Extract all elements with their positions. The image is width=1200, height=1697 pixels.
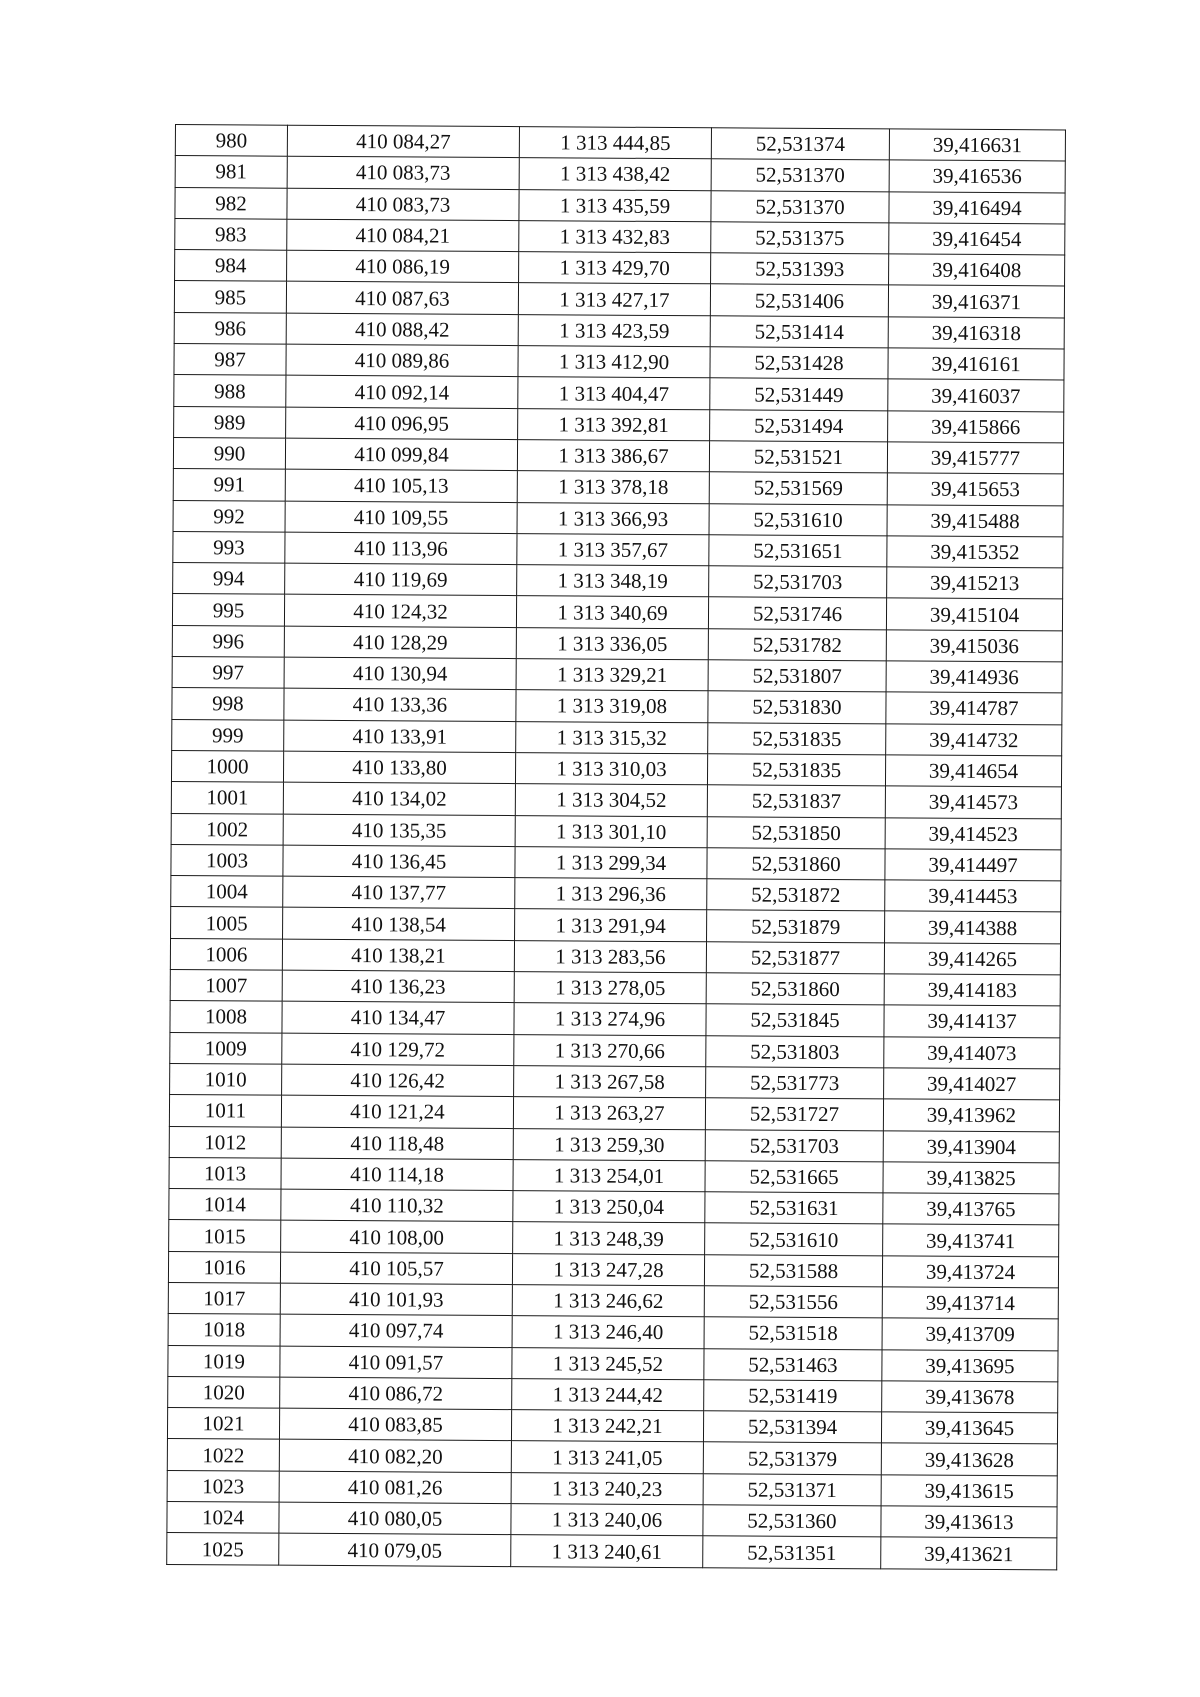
- y-coordinate-cell: 1 313 438,42: [519, 158, 711, 190]
- y-coordinate-cell: 1 313 386,67: [517, 440, 709, 472]
- latitude-cell: 52,531610: [709, 503, 887, 535]
- latitude-cell: 52,531835: [708, 722, 886, 754]
- longitude-cell: 39,416631: [889, 129, 1065, 161]
- longitude-cell: 39,413678: [882, 1381, 1058, 1413]
- point-number-cell: 989: [174, 406, 286, 438]
- latitude-cell: 52,531371: [703, 1474, 881, 1506]
- y-coordinate-cell: 1 313 247,28: [512, 1253, 704, 1285]
- x-coordinate-cell: 410 083,73: [287, 156, 519, 189]
- longitude-cell: 39,416494: [889, 191, 1065, 223]
- point-number-cell: 1001: [171, 782, 283, 814]
- latitude-cell: 52,531360: [703, 1505, 881, 1537]
- x-coordinate-cell: 410 108,00: [281, 1221, 513, 1254]
- latitude-cell: 52,531807: [708, 660, 886, 692]
- x-coordinate-cell: 410 109,55: [285, 501, 517, 534]
- x-coordinate-cell: 410 096,95: [286, 407, 518, 440]
- latitude-cell: 52,531727: [705, 1098, 883, 1130]
- point-number-cell: 1025: [167, 1533, 279, 1565]
- longitude-cell: 39,413695: [882, 1349, 1058, 1381]
- longitude-cell: 39,414573: [885, 786, 1061, 818]
- x-coordinate-cell: 410 137,77: [283, 876, 515, 909]
- y-coordinate-cell: 1 313 267,58: [514, 1065, 706, 1097]
- y-coordinate-cell: 1 313 336,05: [516, 627, 708, 659]
- y-coordinate-cell: 1 313 259,30: [513, 1128, 705, 1160]
- point-number-cell: 994: [173, 563, 285, 595]
- longitude-cell: 39,416408: [889, 254, 1065, 286]
- latitude-cell: 52,531588: [704, 1254, 882, 1286]
- longitude-cell: 39,415653: [887, 473, 1063, 505]
- point-number-cell: 1007: [170, 970, 282, 1002]
- point-number-cell: 1014: [169, 1189, 281, 1221]
- latitude-cell: 52,531845: [706, 1004, 884, 1036]
- longitude-cell: 39,416161: [888, 348, 1064, 380]
- latitude-cell: 52,531879: [707, 910, 885, 942]
- latitude-cell: 52,531610: [705, 1223, 883, 1255]
- longitude-cell: 39,415352: [887, 536, 1063, 568]
- latitude-cell: 52,531518: [704, 1317, 882, 1349]
- longitude-cell: 39,416536: [889, 160, 1065, 192]
- point-number-cell: 1024: [167, 1502, 279, 1534]
- y-coordinate-cell: 1 313 263,27: [513, 1097, 705, 1129]
- latitude-cell: 52,531374: [711, 128, 889, 160]
- longitude-cell: 39,414497: [885, 849, 1061, 881]
- latitude-cell: 52,531494: [710, 409, 888, 441]
- latitude-cell: 52,531877: [706, 941, 884, 973]
- x-coordinate-cell: 410 133,80: [283, 751, 515, 784]
- coordinates-table-body: [167, 125, 1066, 1570]
- longitude-cell: 39,413613: [881, 1506, 1057, 1538]
- latitude-cell: 52,531703: [709, 566, 887, 598]
- point-number-cell: 999: [172, 719, 284, 751]
- latitude-cell: 52,531370: [711, 159, 889, 191]
- y-coordinate-cell: 1 313 392,81: [518, 408, 710, 440]
- point-number-cell: 990: [173, 437, 285, 469]
- y-coordinate-cell: 1 313 340,69: [516, 596, 708, 628]
- y-coordinate-cell: 1 313 366,93: [517, 502, 709, 534]
- y-coordinate-cell: 1 313 246,62: [512, 1285, 704, 1317]
- latitude-cell: 52,531860: [707, 848, 885, 880]
- x-coordinate-cell: 410 121,24: [281, 1095, 513, 1128]
- x-coordinate-cell: 410 091,57: [280, 1346, 512, 1379]
- latitude-cell: 52,531375: [711, 222, 889, 254]
- point-number-cell: 1022: [167, 1439, 279, 1471]
- longitude-cell: 39,416037: [888, 379, 1064, 411]
- point-number-cell: 1002: [171, 813, 283, 845]
- latitude-cell: 52,531850: [707, 816, 885, 848]
- latitude-cell: 52,531665: [705, 1161, 883, 1193]
- y-coordinate-cell: 1 313 283,56: [514, 940, 706, 972]
- longitude-cell: 39,415866: [888, 411, 1064, 443]
- x-coordinate-cell: 410 113,96: [285, 532, 517, 565]
- latitude-cell: 52,531419: [704, 1380, 882, 1412]
- y-coordinate-cell: 1 313 278,05: [514, 972, 706, 1004]
- longitude-cell: 39,414137: [884, 1005, 1060, 1037]
- latitude-cell: 52,531394: [703, 1411, 881, 1443]
- x-coordinate-cell: 410 126,42: [282, 1064, 514, 1097]
- x-coordinate-cell: 410 136,23: [282, 970, 514, 1003]
- latitude-cell: 52,531872: [707, 879, 885, 911]
- point-number-cell: 1013: [169, 1157, 281, 1189]
- longitude-cell: 39,413621: [881, 1537, 1057, 1569]
- point-number-cell: 991: [173, 469, 285, 501]
- longitude-cell: 39,415104: [886, 598, 1062, 630]
- x-coordinate-cell: 410 081,26: [279, 1471, 511, 1504]
- x-coordinate-cell: 410 105,13: [285, 469, 517, 502]
- y-coordinate-cell: 1 313 412,90: [518, 346, 710, 378]
- latitude-cell: 52,531803: [706, 1035, 884, 1067]
- latitude-cell: 52,531703: [705, 1129, 883, 1161]
- point-number-cell: 1021: [167, 1408, 279, 1440]
- latitude-cell: 52,531379: [703, 1442, 881, 1474]
- y-coordinate-cell: 1 313 241,05: [511, 1441, 703, 1473]
- y-coordinate-cell: 1 313 274,96: [514, 1003, 706, 1035]
- y-coordinate-cell: 1 313 291,94: [515, 909, 707, 941]
- point-number-cell: 987: [174, 344, 286, 376]
- point-number-cell: 1023: [167, 1470, 279, 1502]
- x-coordinate-cell: 410 136,45: [283, 845, 515, 878]
- x-coordinate-cell: 410 084,27: [287, 125, 519, 158]
- longitude-cell: 39,414936: [886, 661, 1062, 693]
- latitude-cell: 52,531835: [707, 754, 885, 786]
- longitude-cell: 39,413904: [883, 1130, 1059, 1162]
- y-coordinate-cell: 1 313 242,21: [511, 1410, 703, 1442]
- point-number-cell: 1003: [171, 844, 283, 876]
- x-coordinate-cell: 410 135,35: [283, 814, 515, 847]
- latitude-cell: 52,531830: [708, 691, 886, 723]
- x-coordinate-cell: 410 079,05: [279, 1534, 511, 1567]
- longitude-cell: 39,413628: [881, 1443, 1057, 1475]
- point-number-cell: 980: [175, 125, 287, 157]
- longitude-cell: 39,414027: [884, 1068, 1060, 1100]
- x-coordinate-cell: 410 082,20: [279, 1440, 511, 1473]
- x-coordinate-cell: 410 118,48: [281, 1127, 513, 1160]
- x-coordinate-cell: 410 089,86: [286, 344, 518, 377]
- y-coordinate-cell: 1 313 429,70: [519, 252, 711, 284]
- point-number-cell: 993: [173, 531, 285, 563]
- longitude-cell: 39,414073: [884, 1036, 1060, 1068]
- x-coordinate-cell: 410 133,36: [284, 689, 516, 722]
- x-coordinate-cell: 410 105,57: [280, 1252, 512, 1285]
- x-coordinate-cell: 410 097,74: [280, 1314, 512, 1347]
- y-coordinate-cell: 1 313 240,23: [511, 1472, 703, 1504]
- x-coordinate-cell: 410 083,73: [287, 188, 519, 221]
- x-coordinate-cell: 410 110,32: [281, 1189, 513, 1222]
- latitude-cell: 52,531631: [705, 1192, 883, 1224]
- latitude-cell: 52,531746: [708, 597, 886, 629]
- y-coordinate-cell: 1 313 348,19: [517, 565, 709, 597]
- longitude-cell: 39,416454: [889, 223, 1065, 255]
- y-coordinate-cell: 1 313 432,83: [519, 220, 711, 252]
- y-coordinate-cell: 1 313 250,04: [513, 1191, 705, 1223]
- y-coordinate-cell: 1 313 240,61: [511, 1535, 703, 1567]
- point-number-cell: 997: [172, 657, 284, 689]
- point-number-cell: 1016: [168, 1251, 280, 1283]
- latitude-cell: 52,531351: [703, 1536, 881, 1568]
- y-coordinate-cell: 1 313 435,59: [519, 189, 711, 221]
- x-coordinate-cell: 410 128,29: [284, 626, 516, 659]
- latitude-cell: 52,531521: [709, 441, 887, 473]
- longitude-cell: 39,414388: [885, 911, 1061, 943]
- latitude-cell: 52,531782: [708, 629, 886, 661]
- latitude-cell: 52,531449: [710, 378, 888, 410]
- y-coordinate-cell: 1 313 304,52: [515, 784, 707, 816]
- x-coordinate-cell: 410 088,42: [286, 313, 518, 346]
- point-number-cell: 984: [175, 250, 287, 282]
- point-number-cell: 1020: [168, 1376, 280, 1408]
- point-number-cell: 983: [175, 218, 287, 250]
- point-number-cell: 1019: [168, 1345, 280, 1377]
- latitude-cell: 52,531414: [710, 316, 888, 348]
- y-coordinate-cell: 1 313 427,17: [518, 283, 710, 315]
- longitude-cell: 39,416371: [888, 285, 1064, 317]
- latitude-cell: 52,531370: [711, 190, 889, 222]
- y-coordinate-cell: 1 313 423,59: [518, 314, 710, 346]
- table-row: [167, 1533, 1057, 1570]
- longitude-cell: 39,415777: [887, 442, 1063, 474]
- y-coordinate-cell: 1 313 310,03: [515, 753, 707, 785]
- x-coordinate-cell: 410 087,63: [286, 282, 518, 315]
- y-coordinate-cell: 1 313 245,52: [512, 1347, 704, 1379]
- point-number-cell: 1015: [169, 1220, 281, 1252]
- x-coordinate-cell: 410 138,54: [283, 908, 515, 941]
- x-coordinate-cell: 410 099,84: [285, 438, 517, 471]
- y-coordinate-cell: 1 313 254,01: [513, 1159, 705, 1191]
- longitude-cell: 39,413615: [881, 1475, 1057, 1507]
- point-number-cell: 995: [172, 594, 284, 626]
- x-coordinate-cell: 410 133,91: [284, 720, 516, 753]
- point-number-cell: 982: [175, 187, 287, 219]
- point-number-cell: 985: [174, 281, 286, 313]
- point-number-cell: 986: [174, 312, 286, 344]
- point-number-cell: 1012: [169, 1126, 281, 1158]
- y-coordinate-cell: 1 313 404,47: [518, 377, 710, 409]
- longitude-cell: 39,414787: [886, 692, 1062, 724]
- y-coordinate-cell: 1 313 301,10: [515, 815, 707, 847]
- latitude-cell: 52,531393: [711, 253, 889, 285]
- y-coordinate-cell: 1 313 378,18: [517, 471, 709, 503]
- point-number-cell: 996: [172, 625, 284, 657]
- x-coordinate-cell: 410 083,85: [279, 1408, 511, 1441]
- latitude-cell: 52,531569: [709, 472, 887, 504]
- y-coordinate-cell: 1 313 329,21: [516, 659, 708, 691]
- x-coordinate-cell: 410 084,21: [287, 219, 519, 252]
- latitude-cell: 52,531773: [706, 1067, 884, 1099]
- latitude-cell: 52,531860: [706, 973, 884, 1005]
- longitude-cell: 39,414265: [884, 943, 1060, 975]
- point-number-cell: 998: [172, 688, 284, 720]
- point-number-cell: 1008: [170, 1001, 282, 1033]
- longitude-cell: 39,413714: [882, 1287, 1058, 1319]
- y-coordinate-cell: 1 313 244,42: [512, 1378, 704, 1410]
- x-coordinate-cell: 410 130,94: [284, 657, 516, 690]
- y-coordinate-cell: 1 313 319,08: [516, 690, 708, 722]
- longitude-cell: 39,413709: [882, 1318, 1058, 1350]
- y-coordinate-cell: 1 313 296,36: [515, 878, 707, 910]
- longitude-cell: 39,414654: [885, 755, 1061, 787]
- y-coordinate-cell: 1 313 248,39: [513, 1222, 705, 1254]
- y-coordinate-cell: 1 313 315,32: [516, 721, 708, 753]
- point-number-cell: 1018: [168, 1314, 280, 1346]
- longitude-cell: 39,414453: [885, 880, 1061, 912]
- y-coordinate-cell: 1 313 444,85: [519, 127, 711, 159]
- longitude-cell: 39,413825: [883, 1162, 1059, 1194]
- x-coordinate-cell: 410 134,02: [283, 782, 515, 815]
- x-coordinate-cell: 410 138,21: [282, 939, 514, 972]
- longitude-cell: 39,415036: [886, 630, 1062, 662]
- point-number-cell: 1004: [171, 876, 283, 908]
- longitude-cell: 39,415488: [887, 504, 1063, 536]
- longitude-cell: 39,414523: [885, 817, 1061, 849]
- point-number-cell: 1006: [170, 938, 282, 970]
- y-coordinate-cell: 1 313 240,06: [511, 1504, 703, 1536]
- latitude-cell: 52,531406: [710, 284, 888, 316]
- longitude-cell: 39,413962: [883, 1099, 1059, 1131]
- point-number-cell: 1010: [170, 1063, 282, 1095]
- point-number-cell: 992: [173, 500, 285, 532]
- x-coordinate-cell: 410 114,18: [281, 1158, 513, 1191]
- point-number-cell: 1009: [170, 1032, 282, 1064]
- y-coordinate-cell: 1 313 357,67: [517, 533, 709, 565]
- point-number-cell: 1017: [168, 1282, 280, 1314]
- x-coordinate-cell: 410 134,47: [282, 1001, 514, 1034]
- latitude-cell: 52,531556: [704, 1286, 882, 1318]
- point-number-cell: 981: [175, 156, 287, 188]
- longitude-cell: 39,413645: [881, 1412, 1057, 1444]
- point-number-cell: 1011: [169, 1095, 281, 1127]
- longitude-cell: 39,413765: [883, 1193, 1059, 1225]
- longitude-cell: 39,413724: [882, 1256, 1058, 1288]
- latitude-cell: 52,531428: [710, 347, 888, 379]
- longitude-cell: 39,415213: [887, 567, 1063, 599]
- y-coordinate-cell: 1 313 246,40: [512, 1316, 704, 1348]
- x-coordinate-cell: 410 086,19: [287, 250, 519, 283]
- longitude-cell: 39,413741: [883, 1224, 1059, 1256]
- y-coordinate-cell: 1 313 270,66: [514, 1034, 706, 1066]
- x-coordinate-cell: 410 101,93: [280, 1283, 512, 1316]
- y-coordinate-cell: 1 313 299,34: [515, 846, 707, 878]
- point-number-cell: 1005: [171, 907, 283, 939]
- coordinates-table-wrapper: [166, 124, 1065, 1570]
- x-coordinate-cell: 410 129,72: [282, 1033, 514, 1066]
- x-coordinate-cell: 410 080,05: [279, 1502, 511, 1535]
- longitude-cell: 39,414183: [884, 974, 1060, 1006]
- latitude-cell: 52,531837: [707, 785, 885, 817]
- coordinates-table: [166, 124, 1066, 1570]
- latitude-cell: 52,531651: [709, 535, 887, 567]
- x-coordinate-cell: 410 092,14: [286, 376, 518, 409]
- x-coordinate-cell: 410 124,32: [284, 595, 516, 628]
- x-coordinate-cell: 410 119,69: [285, 563, 517, 596]
- x-coordinate-cell: 410 086,72: [280, 1377, 512, 1410]
- longitude-cell: 39,416318: [888, 317, 1064, 349]
- longitude-cell: 39,414732: [886, 723, 1062, 755]
- point-number-cell: 988: [174, 375, 286, 407]
- point-number-cell: 1000: [171, 750, 283, 782]
- latitude-cell: 52,531463: [704, 1348, 882, 1380]
